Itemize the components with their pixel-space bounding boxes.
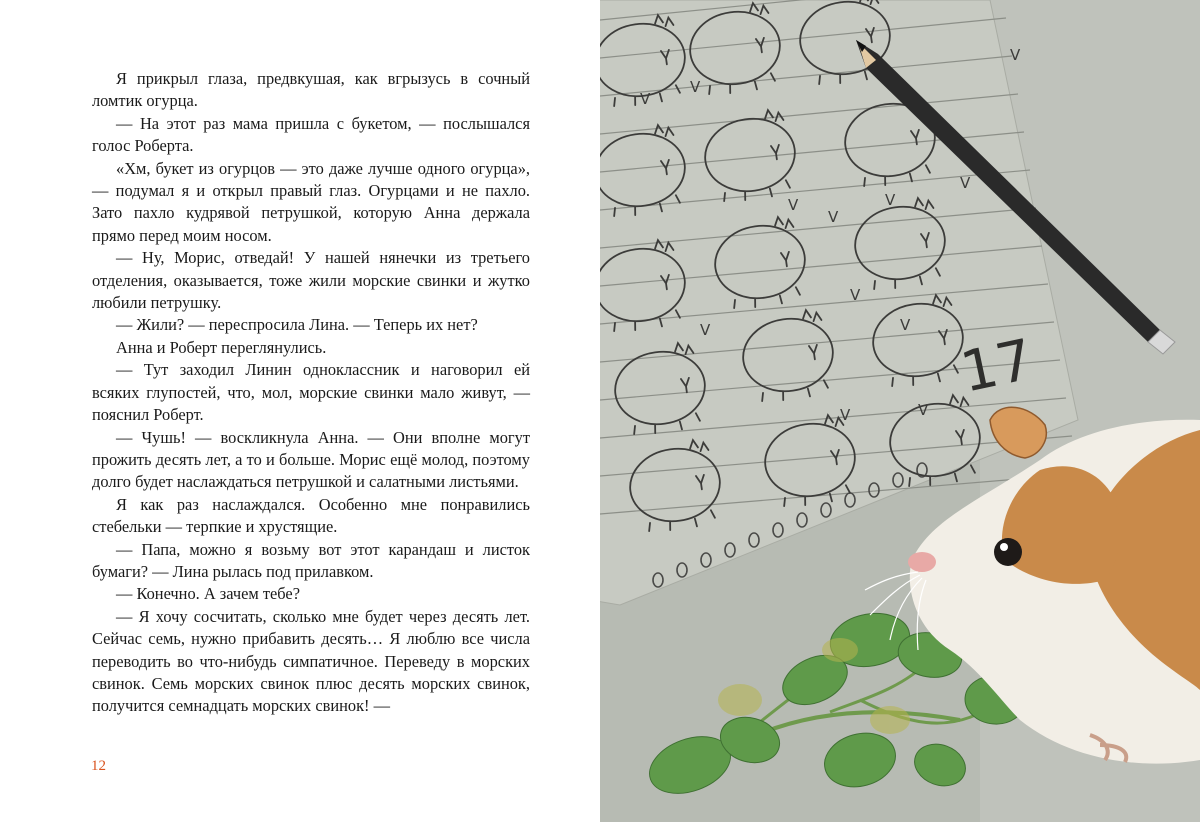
tally-mark: V <box>1010 46 1021 64</box>
tally-mark: V <box>788 196 799 214</box>
tally-mark: V <box>918 401 929 419</box>
tally-mark: V <box>885 191 896 209</box>
illustration-svg <box>600 0 1200 822</box>
handwritten-number: 17 <box>955 327 1039 406</box>
paragraph: Я прикрыл глаза, предвкушая, как вгрызусь в сочный ломтик огурца. <box>92 69 530 111</box>
tally-mark: V <box>850 286 861 304</box>
tally-mark: V <box>640 90 651 108</box>
tally-mark: V <box>840 406 851 424</box>
page-number: 12 <box>91 758 106 774</box>
tally-mark: V <box>828 208 839 226</box>
paragraph: Анна и Роберт переглянулись. <box>116 337 327 357</box>
tally-mark: V <box>900 316 911 334</box>
paragraph: — Ну, Морис, отведай! У нашей нянечки из третьего отделения, оказывается, тоже жили морские свинки и жутко любили петрушку. <box>92 248 530 313</box>
paragraph: — Чушь! — воскликнула Анна. — Они вполне могут прожить десять лет, а то и больше. Морис ещё молод, поэтому долго будет наслаждаться петрушкой и салатными листьями. <box>92 427 530 492</box>
paragraph: — Жили? — переспросила Лина. — Теперь их нет? <box>116 315 478 335</box>
paragraph: — Тут заходил Линин одноклассник и наговорил ей всяких глупостей, что, мол, морские свинки мало живут, — пояснил Роберт. <box>92 360 530 425</box>
paragraph: — Конечно. А зачем тебе? <box>116 584 300 604</box>
paragraph: — На этот раз мама пришла с букетом, — послышался голос Роберта. <box>92 113 530 156</box>
paragraph: «Хм, букет из огурцов — это даже лучше одного огурца», — подумал я и открыл правый глаз. Огурцами и не пахло. Зато пахло кудрявой петрушкой, которую Анна держала прямо перед моим носом. <box>92 158 530 245</box>
tally-mark: V <box>960 174 971 192</box>
paragraph: — Папа, можно я возьму вот этот карандаш и листок бумаги? — Лина рылась под прилавком. <box>92 539 530 581</box>
tally-mark: V <box>700 321 711 339</box>
illustration-page <box>600 0 1200 822</box>
tally-mark: V <box>690 78 701 96</box>
paragraph: — Я хочу сосчитать, сколько мне будет через десять лет. Сейчас семь, нужно прибавить десять… Я люблю все числа переводить во что-нибудь симпатичное. Переведу в морских свинок. Семь морских свинок плюс десять морских свинок, получится семнадцать морских свинок! — <box>92 606 530 716</box>
text-column <box>92 68 530 718</box>
paragraph: Я как раз наслаждался. Особенно мне понравились стебельки — терпкие и хрустящие. <box>92 494 530 537</box>
